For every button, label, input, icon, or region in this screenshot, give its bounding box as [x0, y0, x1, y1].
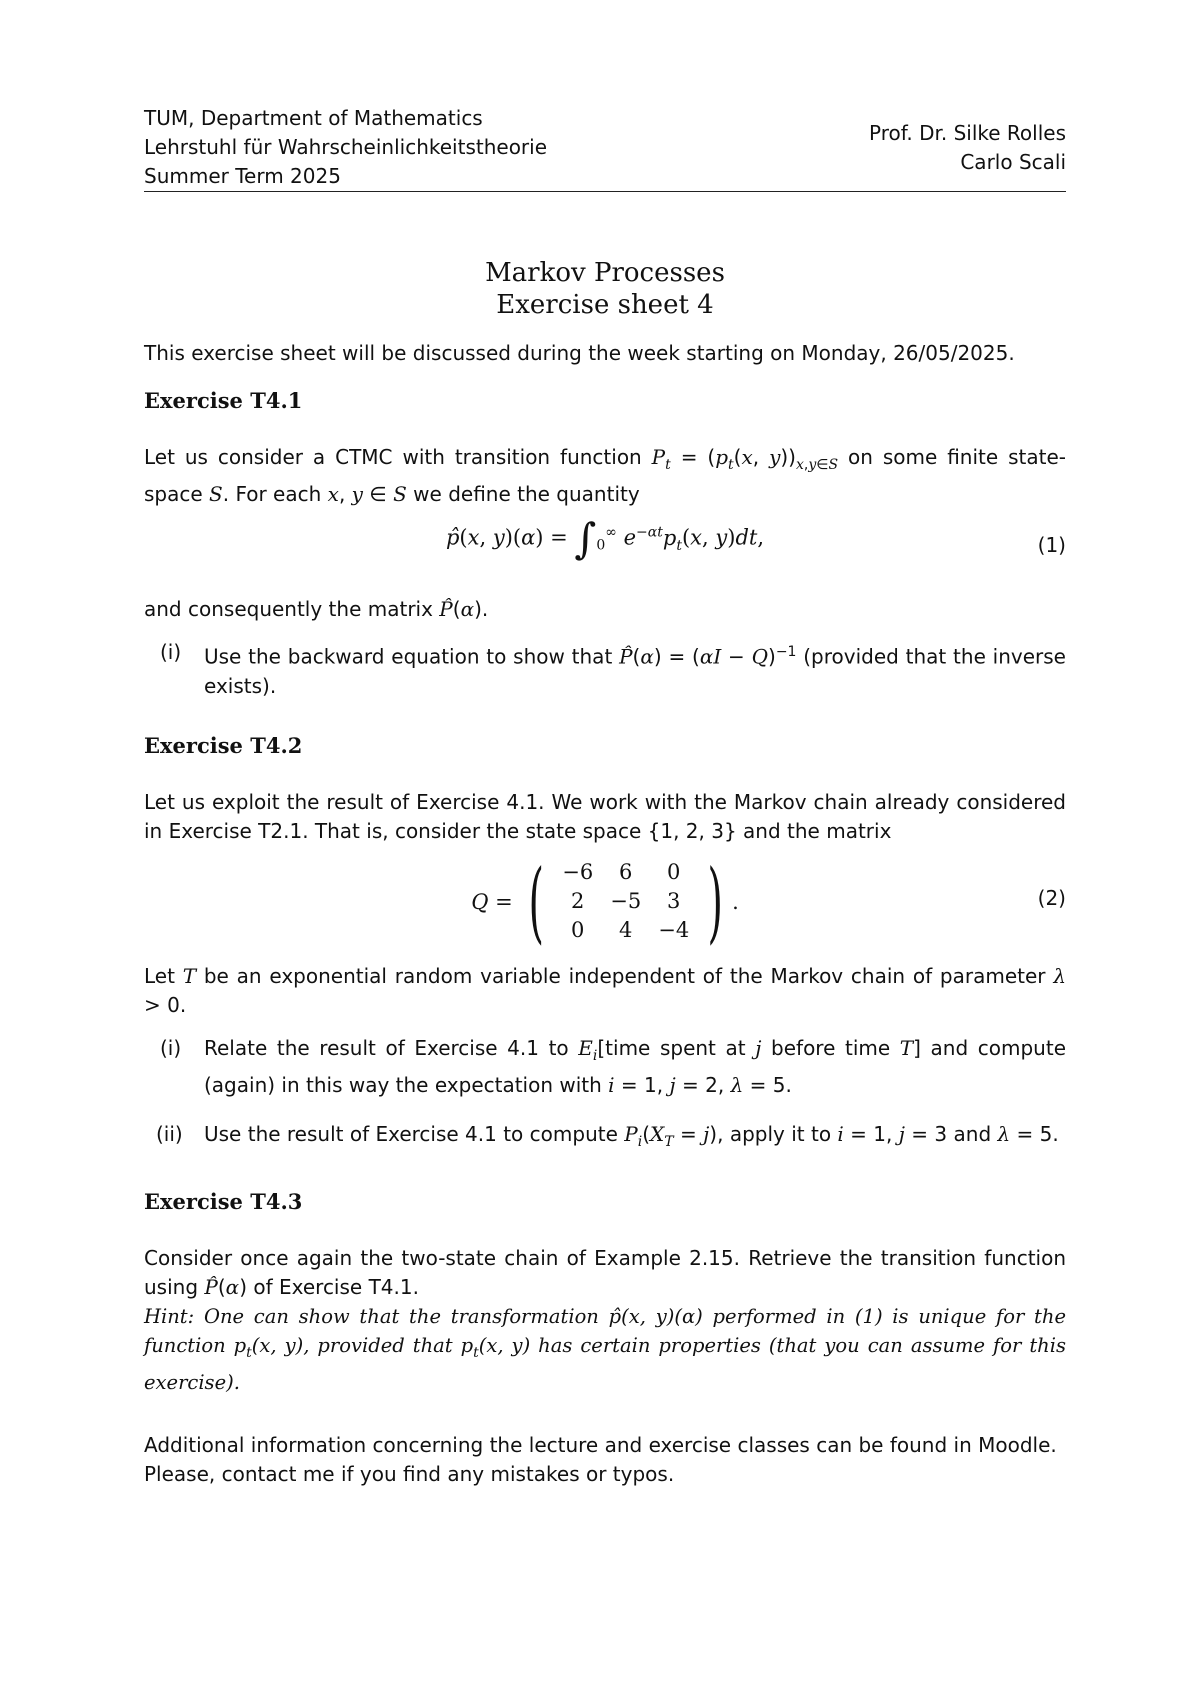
exercise-t4-3: [144, 1187, 1066, 1397]
header-professor: Prof. Dr. Silke Rolles: [869, 121, 1066, 145]
header-staff: [869, 119, 1066, 177]
equation-laplace-transform: p̂(x, $y)(\alpha) = \int_0^\infty$ $e^{-\alpha t}p_t(x$, y)dt,: [445, 514, 765, 563]
exercise-text: Consider once again the two-state chain of Example 2.15. Retrieve the transition function using P̂(α) of Exercise T4.1. Hint: One can show that the transformation p̂(x, y)(α) performed in (1) is unique for the function $p_t(x$, y), provided that $p_t(x$, y) has certain properties (that you can assume for this exercise).: [144, 1245, 1066, 1394]
exercise-t4-1: [144, 386, 1066, 701]
footer-moodle: Additional information concerning the lecture and exercise classes can be found in Moodle.: [144, 1432, 1057, 1457]
exercise-items: [144, 1034, 1066, 1157]
hint-text: Hint: One can show that the transformation p̂(x, y)(α) performed in (1) is unique for the function $p_t(x$, y), provided that $p_t(x$, y) has certain properties (that you can assume for this exercise).: [144, 1304, 1066, 1394]
exercise-sheet-page: [144, 104, 1066, 1489]
equation-generator-matrix: Q = ( −6 6 0 2 −5 3 0 4 −4 ) .: [471, 849, 739, 953]
exercise-text: Let us exploit the result of Exercise 4.1. We work with the Markov chain already considered in Exercise T2.1. That is, consider the state space {1, 2, 3} and the matrix: [144, 789, 1066, 843]
header-institution: [144, 104, 547, 191]
list-item: (ii) Use the result of Exercise 4.1 to compute $P_i(X_T = j)$, apply it to i = 1, j = 3 and λ = 5.: [156, 1121, 1059, 1150]
exercise-t4-2: [144, 731, 1066, 1157]
exercise-heading: Exercise T4.2: [144, 732, 303, 758]
header-term: Summer Term 2025: [144, 164, 341, 188]
exercise-text: Let us consider a CTMC with transition function $P_t = (p_t(x$, $y))_{x,y\in S}$ on some finite state-space S. For each x, y ∈ S we define the quantity: [144, 445, 1067, 506]
exercise-text-after: and consequently the matrix P̂(α).: [144, 597, 489, 621]
header-rule: [144, 191, 1066, 192]
page-header: [144, 104, 1066, 194]
header-chair: Lehrstuhl für Wahrscheinlichkeitstheorie: [144, 135, 548, 159]
intro-text: This exercise sheet will be discussed during the week starting on Monday, 26/05/2025.: [144, 341, 1015, 365]
equation-number: (1): [1037, 533, 1066, 557]
page-title: [144, 257, 1066, 321]
list-item: (i) Relate the result of Exercise 4.1 to $E_i[time$ spent at j before time T] and compute (again) in this way the expectation with i = 1, j = 2, λ = 5.: [160, 1035, 1067, 1097]
matrix-q-entries: −6 6 0 2 −5 3 0 4 −4: [562, 860, 690, 943]
header-assistant: Carlo Scali: [960, 150, 1066, 174]
exercise-heading: Exercise T4.3: [144, 1188, 303, 1214]
equation-1: [144, 514, 1066, 585]
equation-2: [144, 849, 1066, 953]
exercise-items: [144, 638, 1066, 701]
exercise-text-after: Let T be an exponential random variable independent of the Markov chain of parameter λ > 0.: [144, 963, 1066, 1017]
header-department: TUM, Department of Mathematics: [144, 106, 483, 130]
footer-note: [144, 1431, 1066, 1489]
equation-number: (2): [1037, 885, 1066, 910]
footer-contact: Please, contact me if you find any mistakes or typos.: [144, 1461, 675, 1486]
title-course: Markov Processes: [485, 258, 725, 288]
list-item: (i) Use the backward equation to show that P̂(α) = $(\alpha I - Q)^{-1}$ (provided that the inverse exists).: [160, 640, 1066, 698]
title-sheet: Exercise sheet 4: [496, 290, 714, 320]
exercise-heading: Exercise T4.1: [144, 388, 303, 413]
